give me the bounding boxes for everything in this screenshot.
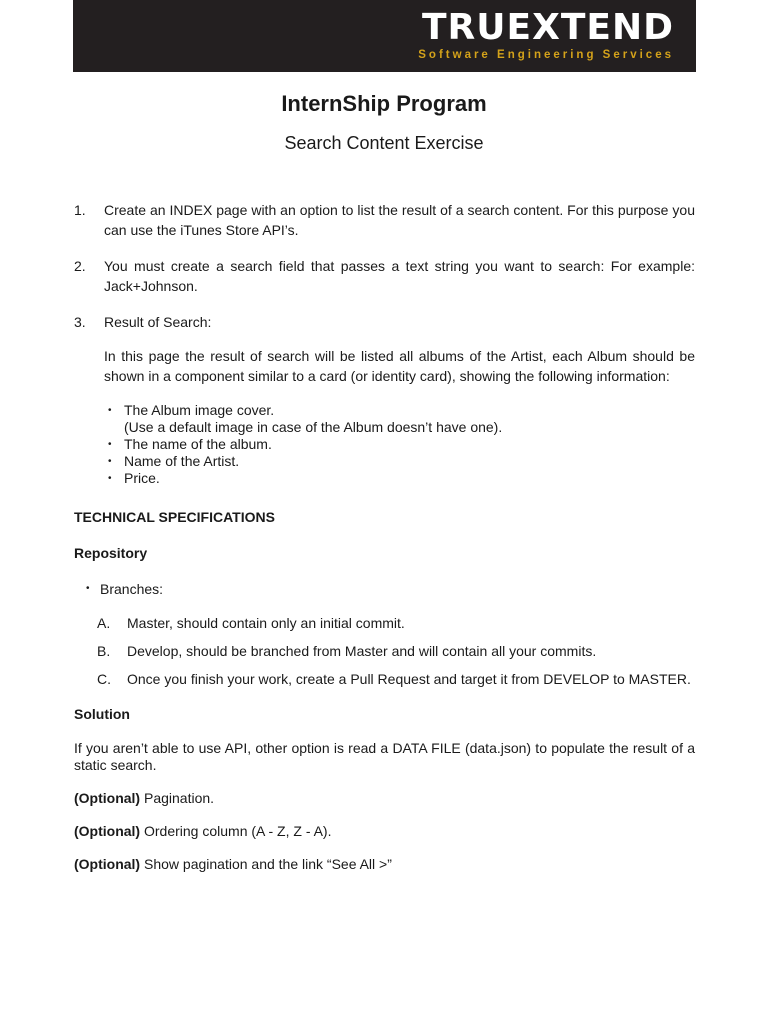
step-text: Create an INDEX page with an option to list the result of a search content. For this purpose you can use the iTunes Store API’s.	[104, 202, 695, 238]
header-banner	[73, 0, 696, 72]
step-number: 2.	[74, 258, 86, 274]
list-item: • Price.	[106, 470, 695, 487]
branch-text: Once you finish your work, create a Pull Request and target it from DEVELOP to MASTER.	[127, 671, 691, 687]
optional-item	[74, 790, 695, 807]
step-item	[74, 200, 695, 240]
branches-label: • Branches:	[86, 579, 695, 599]
subsection-heading: Repository	[74, 545, 148, 561]
company-logo: TRUEXTEND	[421, 7, 674, 48]
document-subtitle: Search Content Exercise	[284, 133, 484, 153]
optional-label: (Optional)	[74, 856, 141, 872]
branch-text: Master, should contain only an initial commit.	[127, 615, 405, 631]
optional-label: (Optional)	[74, 823, 141, 839]
card-field-list	[106, 402, 695, 487]
optional-item	[74, 823, 695, 840]
branch-letter: A.	[97, 615, 111, 631]
list-item: • Name of the Artist.	[106, 453, 695, 470]
subsection-heading: Solution	[74, 706, 130, 722]
optional-text: Pagination.	[140, 790, 215, 806]
solution-text: If you aren’t able to use API, other option is read a DATA FILE (data.json) to populate the result of a static search.	[74, 740, 695, 773]
step-number: 1.	[74, 202, 86, 218]
document-title: InternShip Program	[281, 91, 487, 116]
branch-letter: B.	[97, 643, 111, 659]
branch-item	[97, 671, 695, 688]
optional-text: Show pagination and the link “See All >”	[140, 856, 392, 872]
step-number: 3.	[74, 314, 86, 330]
optional-item	[74, 856, 695, 873]
branch-item	[97, 615, 695, 632]
step-item	[74, 312, 695, 332]
step-text: Result of Search:	[104, 314, 212, 330]
step-text: You must create a search field that passes a text string you want to search: For example: Jack+Johnson.	[104, 258, 695, 294]
company-tagline: Software Engineering Services	[418, 49, 674, 61]
branch-letter: C.	[97, 671, 111, 687]
list-item: • The name of the album.	[106, 436, 695, 453]
list-item-note: (Use a default image in case of the Album doesn’t have one).	[124, 419, 503, 435]
optional-label: (Optional)	[74, 790, 141, 806]
section-heading: TECHNICAL SPECIFICATIONS	[74, 509, 275, 525]
document-body	[74, 200, 695, 887]
step-item	[74, 256, 695, 296]
result-paragraph: In this page the result of search will be listed all albums of the Artist, each Album should be shown in a component similar to a card (or identity card), showing the following information:	[104, 348, 695, 384]
optional-text: Ordering column (A - Z, Z - A).	[140, 823, 332, 839]
branch-item	[97, 643, 695, 660]
list-item: • The Album image cover.	[106, 402, 695, 419]
branch-text: Develop, should be branched from Master and will contain all your commits.	[127, 643, 597, 659]
